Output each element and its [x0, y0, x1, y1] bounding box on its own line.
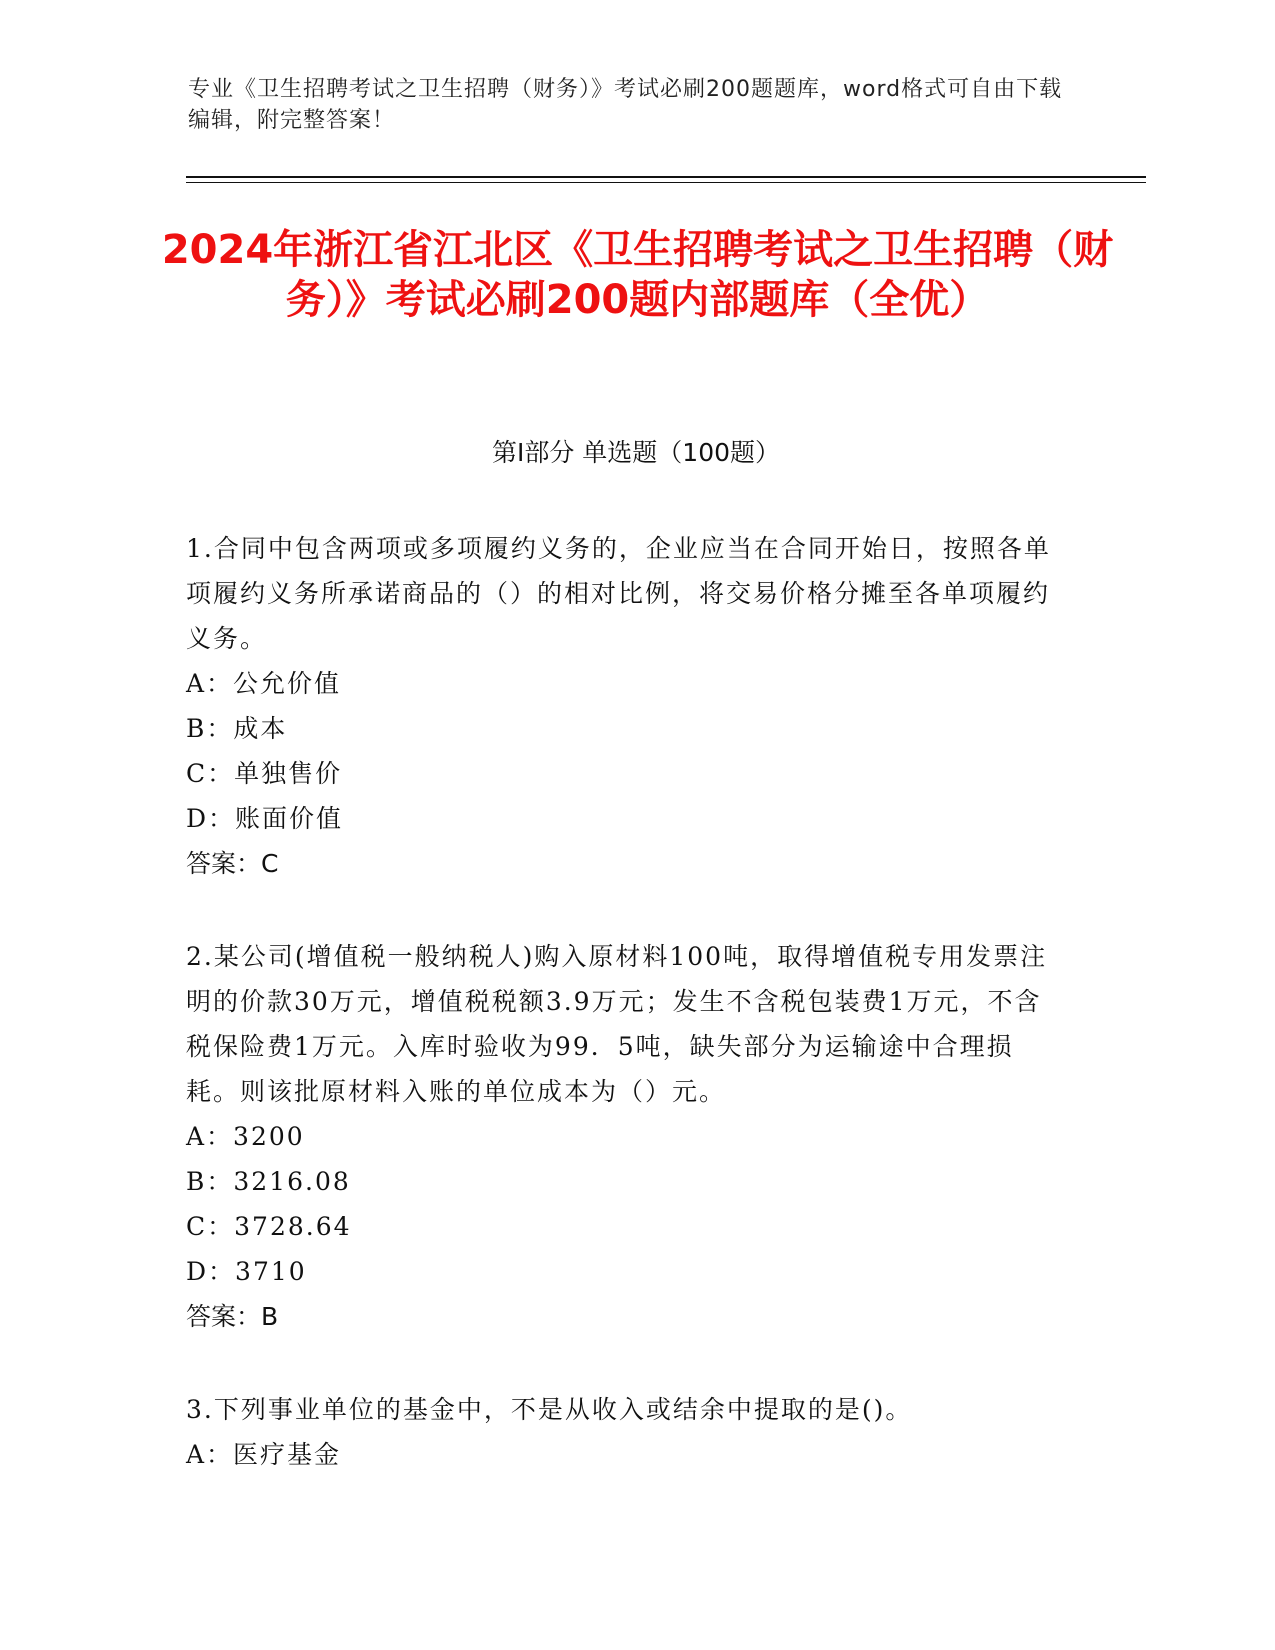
answer-line: 答案：B [186, 1302, 279, 1331]
question-stem: 1.合同中包含两项或多项履约义务的，企业应当在合同开始日，按照各单项履约义务所承诺商品的（）的相对比例，将交易价格分摊至各单项履约义务。 [186, 534, 1051, 653]
header-divider-thin [186, 182, 1146, 183]
header-note: 专业《卫生招聘考试之卫生招聘（财务）》考试必刷200题题库，word格式可自由下载编辑，附完整答案！ [188, 77, 1063, 133]
document-title: 2024年浙江省江北区《卫生招聘考试之卫生招聘（财务）》考试必刷200题内部题库（全优） [161, 227, 1114, 323]
option-a: A：医疗基金 [186, 1440, 342, 1469]
option-c: C：单独售价 [186, 759, 343, 788]
question-stem: 3.下列事业单位的基金中，不是从收入或结余中提取的是()。 [186, 1395, 913, 1424]
question-list [186, 526, 1066, 1525]
header-divider-thick [186, 176, 1146, 178]
question-stem: 2.某公司(增值税一般纳税人)购入原材料100吨，取得增值税专用发票注明的价款30万元，增值税税额3.9万元；发生不含税包装费1万元，不含税保险费1万元。入库时验收为99．5吨，缺失部分为运输途中合理损耗。则该批原材料入账的单位成本为（）元。 [186, 942, 1048, 1106]
answer-line: 答案：C [186, 849, 279, 878]
option-c: C：3728.64 [186, 1212, 352, 1241]
option-d: D：3710 [186, 1257, 307, 1286]
option-b: B：成本 [186, 714, 288, 743]
option-d: D：账面价值 [186, 804, 344, 833]
option-b: B：3216.08 [186, 1167, 351, 1196]
option-a: A：公允价值 [186, 669, 342, 698]
question-item [186, 934, 1066, 1339]
section-heading: 第Ⅰ部分 单选题（100题） [491, 438, 781, 467]
question-item [186, 1387, 1066, 1477]
option-a: A：3200 [186, 1122, 305, 1151]
question-item [186, 526, 1066, 886]
